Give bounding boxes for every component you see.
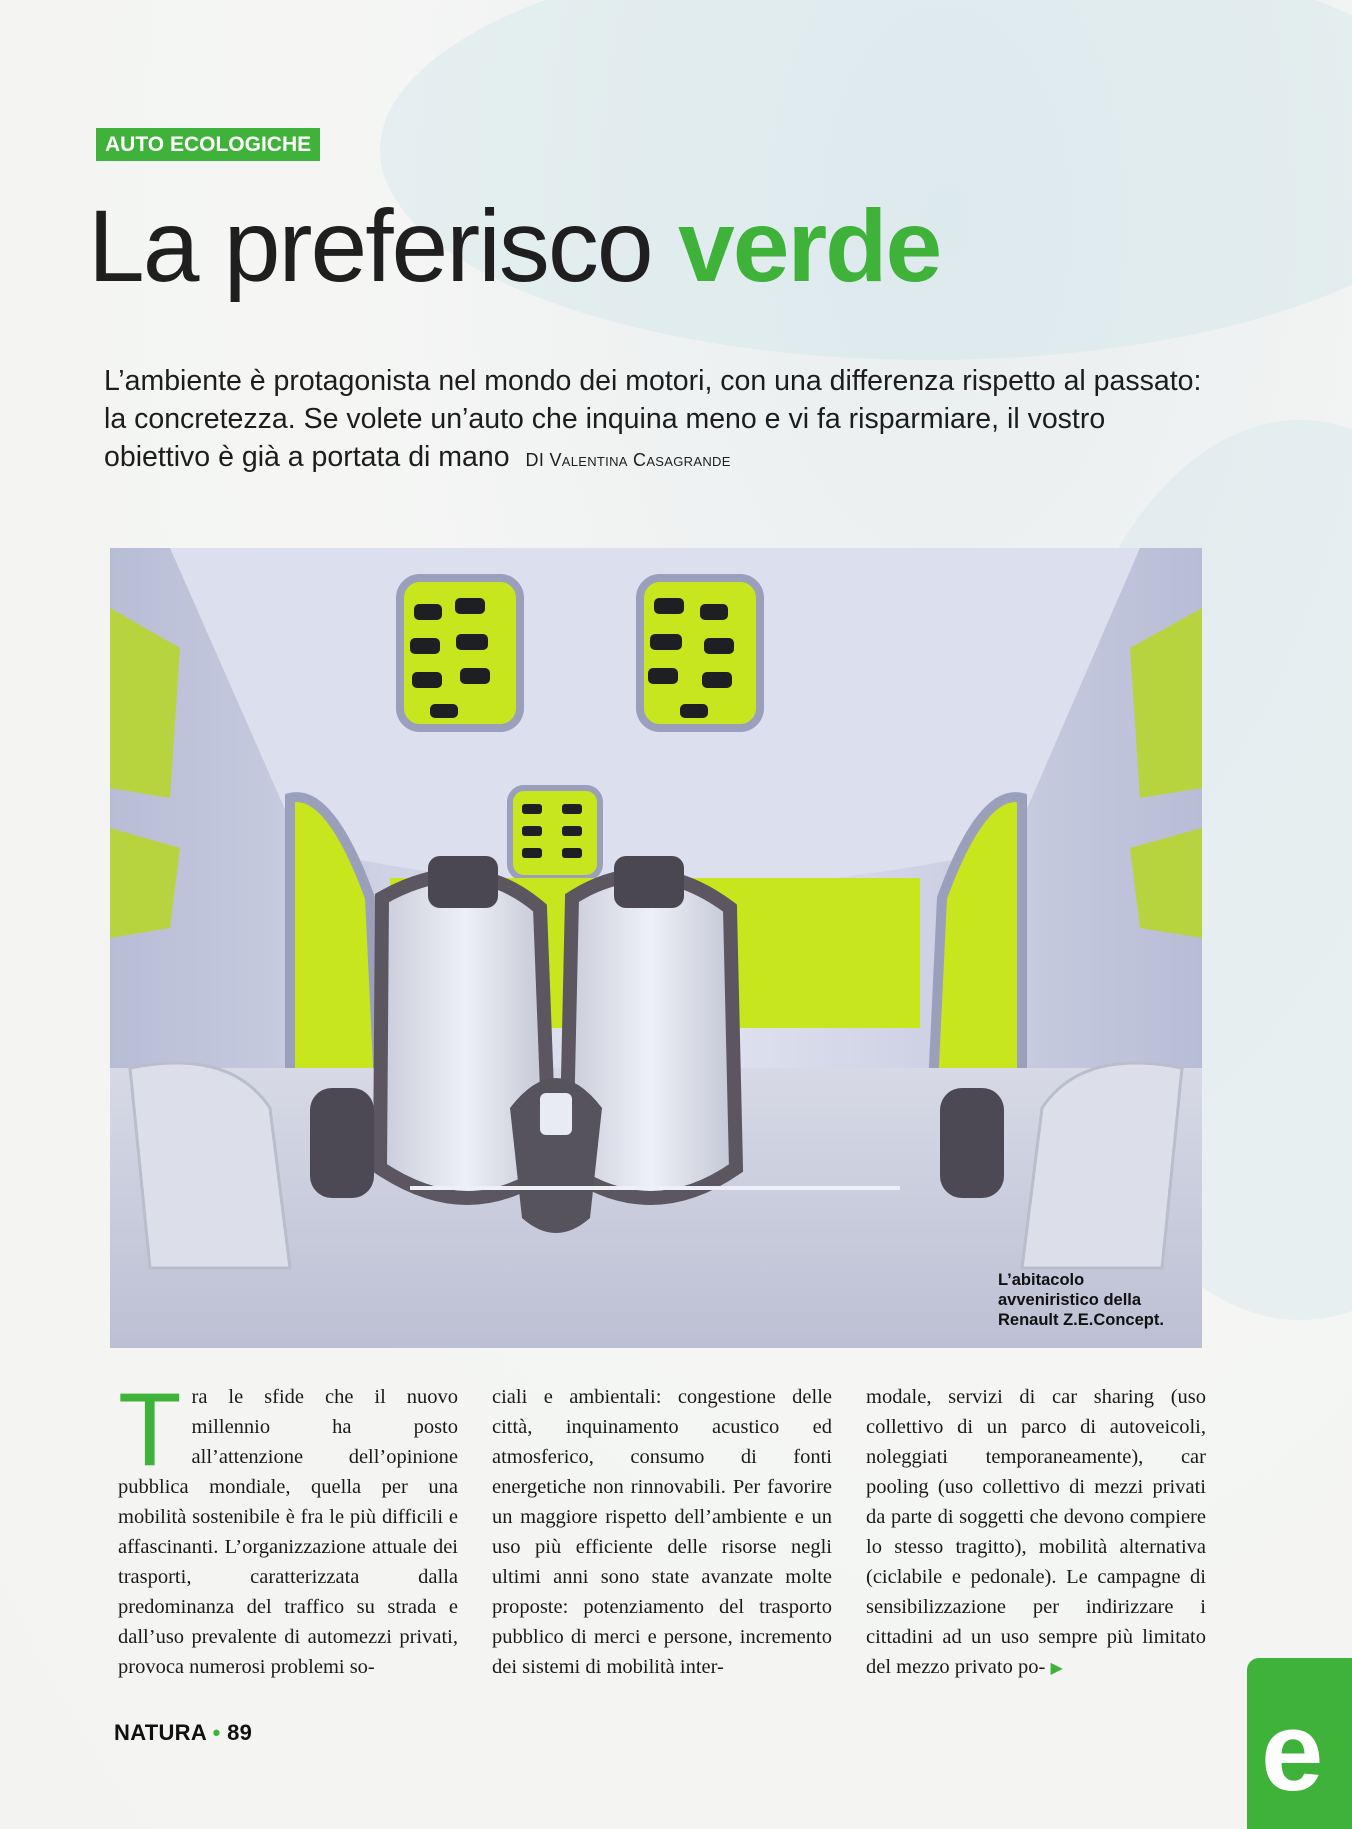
body-column-2	[492, 1382, 832, 1682]
page-footer	[114, 1720, 252, 1746]
footer-separator: •	[212, 1720, 221, 1745]
magazine-name: NATURA	[114, 1720, 207, 1745]
page-number: 89	[227, 1720, 253, 1745]
car-interior-illustration	[110, 548, 1202, 1348]
car-interior-photo	[110, 548, 1202, 1348]
title-main: La preferisco	[88, 189, 678, 303]
standfirst	[104, 362, 1214, 479]
background-wave	[380, 0, 1352, 360]
section-tab	[1247, 1658, 1352, 1829]
roof-vent-right	[640, 578, 760, 728]
triangle-right-icon: ▶	[1050, 1660, 1063, 1677]
body-text-3: modale, servizi di car sharing (uso collettivo di un parco di autoveicoli, noleggiati temporaneamente), car pooling (uso collettivo di mezzi privati da parte di soggetti che devono compiere lo stesso tragitto), mobilità alternativa (ciclabile e pedonale). Le campagne di sensibilizzazione per indirizzare i cittadini ad un uso sempre più limitato del mezzo privato po-	[866, 1386, 1206, 1678]
body-column-3	[866, 1382, 1206, 1684]
title-accent: verde	[677, 189, 941, 303]
byline	[526, 450, 731, 470]
drop-cap: T	[118, 1372, 182, 1488]
byline-prefix: DI	[525, 450, 545, 470]
section-tab-letter: e	[1261, 1689, 1324, 1814]
body-text-1: ra le sfide che il nuovo millennio ha posto all’attenzione dell’opinione pubblica mondiale, quella per una mobilità sostenibile è fra le più difficili e affascinanti. L’organizzazione attuale dei trasporti, caratterizzata dalla predominanza del traffico su strada e dall’uso prevalente di automezzi privati, provoca numerosi problemi so-	[118, 1386, 458, 1678]
byline-author: Valentina Casagrande	[549, 450, 731, 470]
article-title	[88, 186, 940, 306]
standfirst-text: L’ambiente è protagonista nel mondo dei motori, con una differenza rispetto al passato: la concretezza. Se volete un’auto che inquina meno e vi fa risparmiare, il vostro obiettivo è già a portata di mano	[104, 365, 1202, 473]
body-text-2: ciali e ambientali: congestione delle città, inquinamento acustico ed atmosferico, consumo di fonti energetiche non rinnovabili. Per favorire un maggiore rispetto dell’ambiente e un uso più efficiente delle risorse negli ultimi anni sono state avanzate molte proposte: potenziamento del trasporto pubblico di merci e persone, incremento dei sistemi di mobilità inter-	[492, 1386, 832, 1678]
front-vent	[510, 788, 600, 878]
photo-caption: L’abitacolo avveniristico della Renault Z.E.Concept.	[998, 1271, 1164, 1329]
roof-vent-left	[400, 578, 520, 728]
body-column-1	[118, 1372, 458, 1682]
section-tag: AUTO ECOLOGICHE	[96, 128, 320, 161]
